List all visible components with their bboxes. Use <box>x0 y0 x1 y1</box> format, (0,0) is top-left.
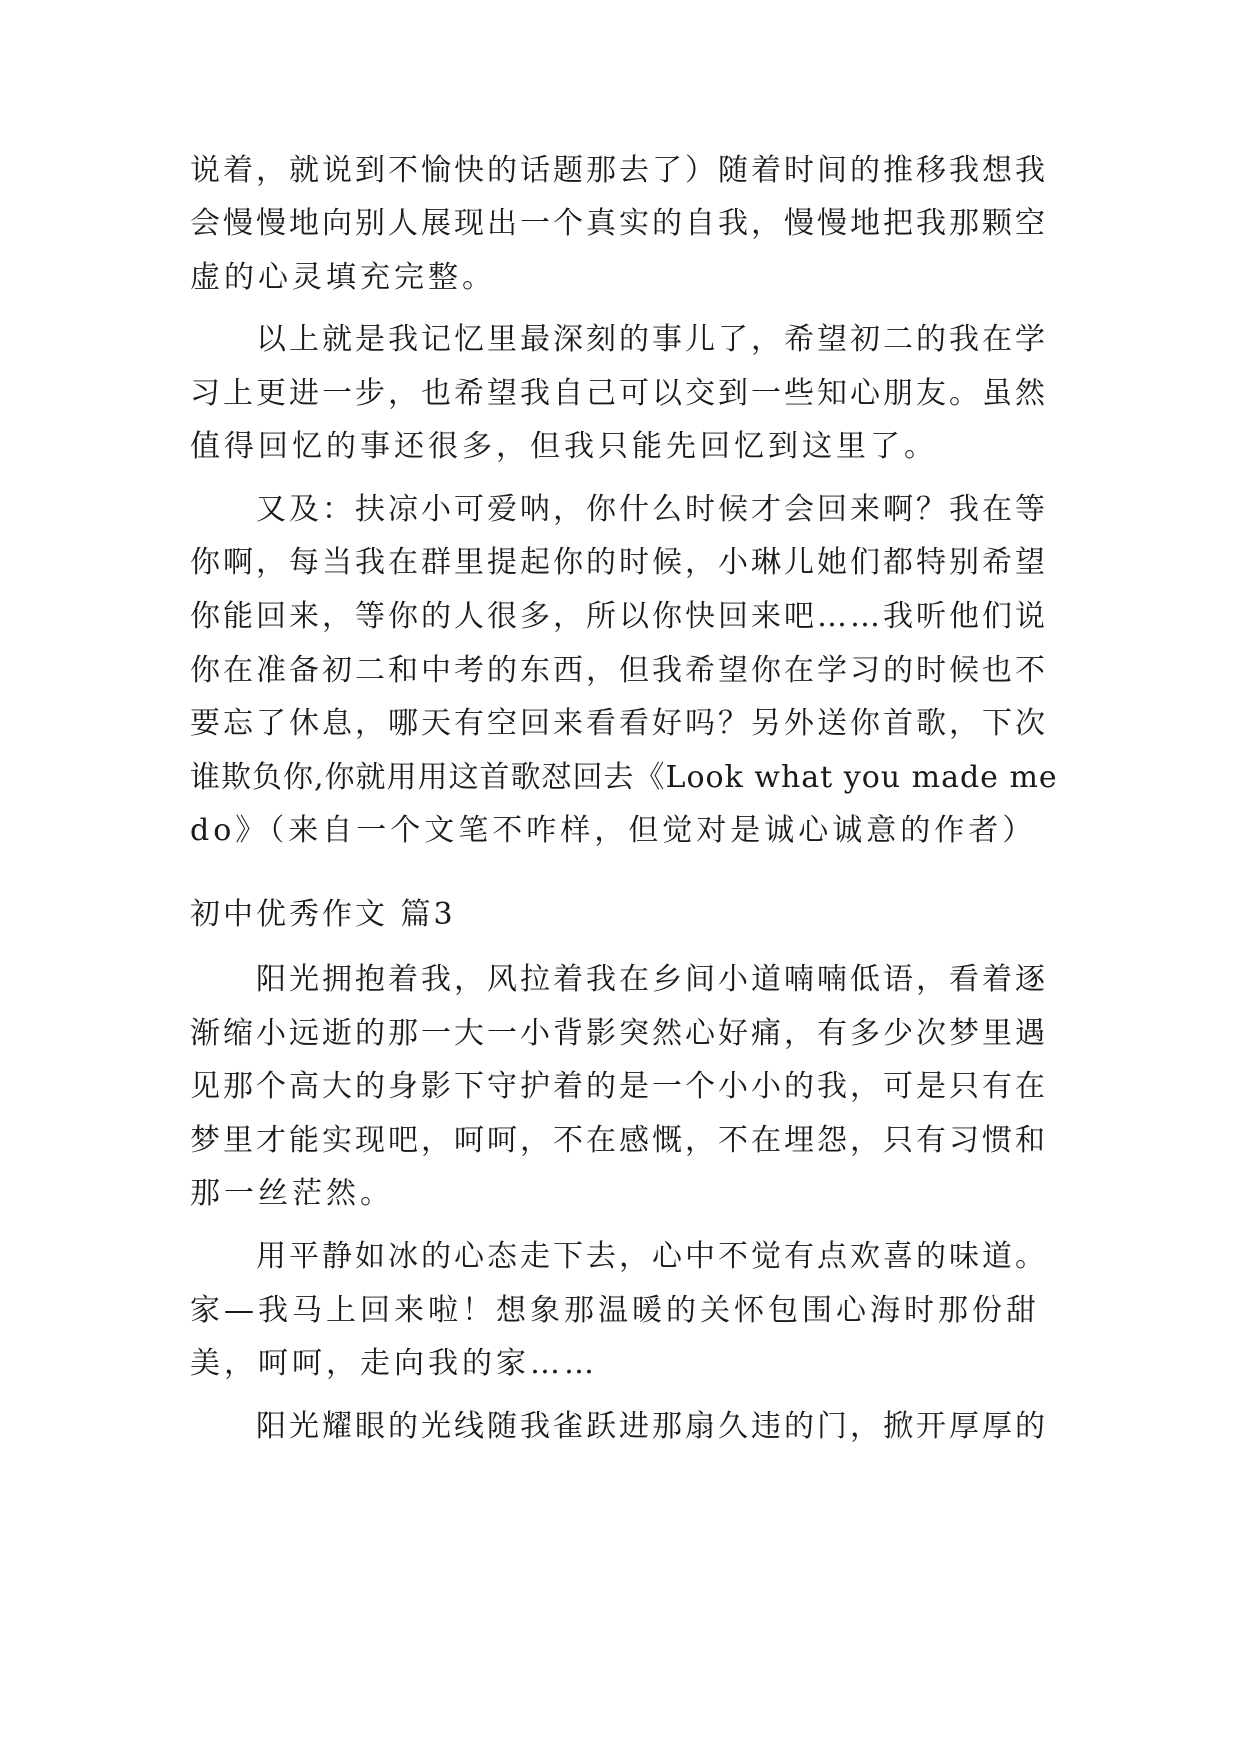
text-line: 习上更进一步，也希望我自己可以交到一些知心朋友。虽然 <box>190 376 1048 411</box>
text-line: 虚的心灵填充完整。 <box>190 260 496 295</box>
section-heading: 初中优秀作文 篇3 <box>190 897 456 932</box>
paragraph-first-line: 用平静如冰的心态走下去，心中不觉有点欢喜的味道。 <box>256 1239 1048 1274</box>
paragraph-first-line: 以上就是我记忆里最深刻的事儿了，希望初二的我在学 <box>256 322 1048 357</box>
text-line: 要忘了休息，哪天有空回来看看好吗？另外送你首歌，下次 <box>190 706 1048 741</box>
paragraph-first-line: 阳光耀眼的光线随我雀跃进那扇久违的门，掀开厚厚的 <box>256 1409 1048 1444</box>
text-line: 谁欺负你,你就用用这首歌怼回去《Look what you made me <box>190 760 1058 795</box>
text-line: 你啊，每当我在群里提起你的时候，小琳儿她们都特别希望 <box>190 545 1048 580</box>
paragraph-first-line: 又及：扶凉小可爱呐，你什么时候才会回来啊？我在等 <box>256 492 1048 527</box>
text-line: 说着，就说到不愉快的话题那去了）随着时间的推移我想我 <box>190 153 1048 188</box>
text-line: do》（来自一个文笔不咋样，但觉对是诚心诚意的作者） <box>190 813 1037 848</box>
text-line: 渐缩小远逝的那一大一小背影突然心好痛，有多少次梦里遇 <box>190 1016 1048 1051</box>
text-line: 值得回忆的事还很多，但我只能先回忆到这里了。 <box>190 429 938 464</box>
text-line: 那一丝茫然。 <box>190 1176 394 1211</box>
text-line: 家—我马上回来啦！想象那温暖的关怀包围心海时那份甜 <box>190 1293 1040 1328</box>
text-line: 你能回来，等你的人很多，所以你快回来吧……我听他们说 <box>190 599 1048 634</box>
text-line: 见那个高大的身影下守护着的是一个小小的我，可是只有在 <box>190 1069 1048 1104</box>
text-line: 你在准备初二和中考的东西，但我希望你在学习的时候也不 <box>190 653 1048 688</box>
text-line: 会慢慢地向别人展现出一个真实的自我，慢慢地把我那颗空 <box>190 206 1048 241</box>
text-line: 梦里才能实现吧，呵呵，不在感慨，不在埋怨，只有习惯和 <box>190 1123 1048 1158</box>
text-line: 美，呵呵，走向我的家…… <box>190 1346 598 1381</box>
paragraph-first-line: 阳光拥抱着我，风拉着我在乡间小道喃喃低语，看着逐 <box>256 962 1048 997</box>
